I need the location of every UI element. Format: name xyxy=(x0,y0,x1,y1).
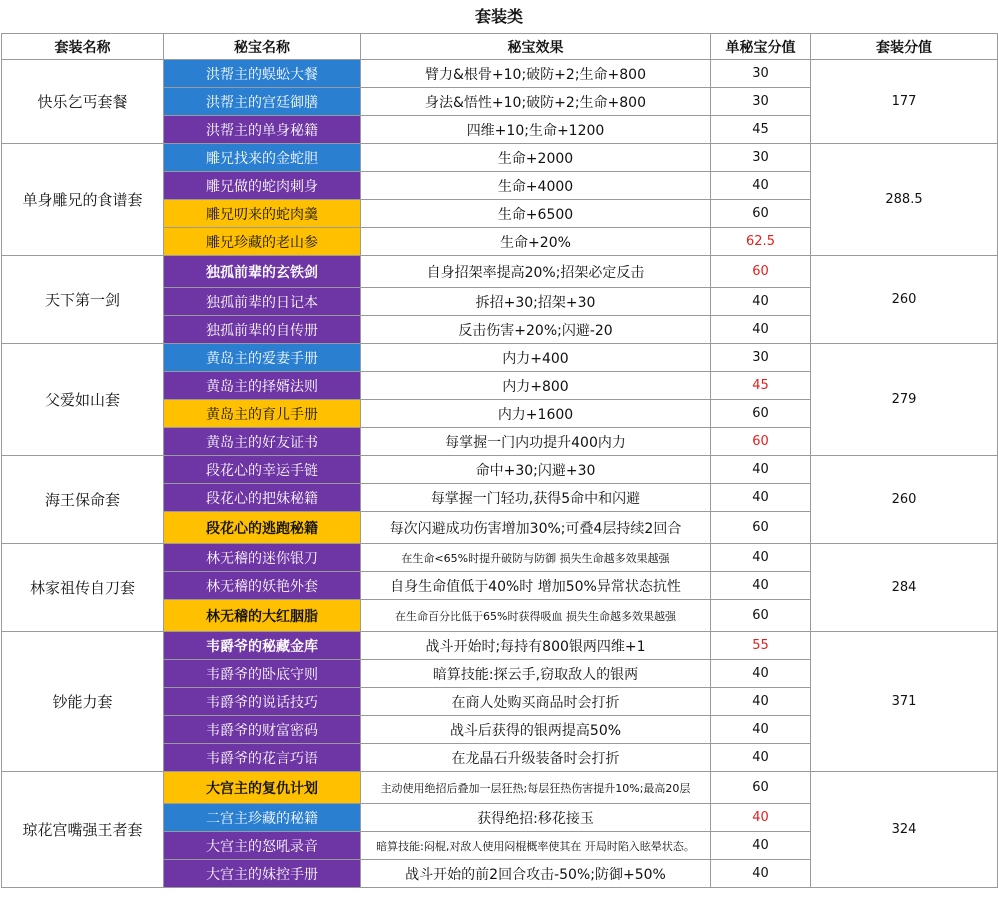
treasure-score-cell: 40 xyxy=(711,716,811,744)
treasure-name-cell: 林无稽的迷你银刀 xyxy=(164,544,361,572)
treasure-effect-cell: 四维+10;生命+1200 xyxy=(361,116,711,144)
treasure-score-cell: 40 xyxy=(711,860,811,888)
treasure-effect-cell: 内力+400 xyxy=(361,344,711,372)
treasure-name-cell: 林无稽的妖艳外套 xyxy=(164,572,361,600)
treasure-score-cell: 40 xyxy=(711,544,811,572)
treasure-effect-cell: 暗算技能:探云手,窃取敌人的银两 xyxy=(361,660,711,688)
treasure-name-cell: 洪帮主的单身秘籍 xyxy=(164,116,361,144)
treasure-score-cell: 40 xyxy=(711,316,811,344)
suit-score-cell: 260 xyxy=(811,456,998,544)
treasure-score-cell: 40 xyxy=(711,660,811,688)
treasure-effect-cell: 生命+20% xyxy=(361,228,711,256)
treasure-name-cell: 雕兄叨来的蛇肉羹 xyxy=(164,200,361,228)
treasure-effect-cell: 在龙晶石升级装备时会打折 xyxy=(361,744,711,772)
suit-table xyxy=(1,33,998,888)
table-row xyxy=(2,544,998,572)
suit-score-cell: 279 xyxy=(811,344,998,456)
treasure-score-cell: 40 xyxy=(711,288,811,316)
treasure-score-cell: 30 xyxy=(711,344,811,372)
treasure-name-cell: 林无稽的大红胭脂 xyxy=(164,600,361,632)
page-title: 套装类 xyxy=(474,7,523,26)
treasure-name-cell: 韦爵爷的秘藏金库 xyxy=(164,632,361,660)
table-row xyxy=(2,632,998,660)
table-row xyxy=(2,456,998,484)
treasure-score-cell: 40 xyxy=(711,804,811,832)
treasure-effect-cell: 生命+4000 xyxy=(361,172,711,200)
treasure-name-cell: 段花心的逃跑秘籍 xyxy=(164,512,361,544)
treasure-effect-cell: 每掌握一门内功提升400内力 xyxy=(361,428,711,456)
treasure-name-cell: 大宫主的怒吼录音 xyxy=(164,832,361,860)
table-row xyxy=(2,772,998,804)
table-row xyxy=(2,144,998,172)
treasure-score-cell: 55 xyxy=(711,632,811,660)
suit-name-cell: 父爱如山套 xyxy=(2,344,164,456)
treasure-score-cell: 60 xyxy=(711,400,811,428)
treasure-effect-cell: 在生命百分比低于65%时获得吸血 损失生命越多效果越强 xyxy=(361,600,711,632)
treasure-score-cell: 60 xyxy=(711,256,811,288)
treasure-name-cell: 黄岛主的育儿手册 xyxy=(164,400,361,428)
treasure-effect-cell: 生命+6500 xyxy=(361,200,711,228)
suit-score-cell: 284 xyxy=(811,544,998,632)
suit-name-cell: 钞能力套 xyxy=(2,632,164,772)
treasure-effect-cell: 生命+2000 xyxy=(361,144,711,172)
treasure-score-cell: 62.5 xyxy=(711,228,811,256)
suit-name-cell: 海王保命套 xyxy=(2,456,164,544)
suit-score-cell: 260 xyxy=(811,256,998,344)
suit-score-cell: 288.5 xyxy=(811,144,998,256)
treasure-effect-cell: 身法&悟性+10;破防+2;生命+800 xyxy=(361,88,711,116)
suit-name-cell: 快乐乞丐套餐 xyxy=(2,60,164,144)
treasure-name-cell: 二宫主珍藏的秘籍 xyxy=(164,804,361,832)
treasure-effect-cell: 反击伤害+20%;闪避-20 xyxy=(361,316,711,344)
treasure-score-cell: 40 xyxy=(711,572,811,600)
treasure-score-cell: 60 xyxy=(711,772,811,804)
treasure-score-cell: 60 xyxy=(711,600,811,632)
treasure-name-cell: 韦爵爷的花言巧语 xyxy=(164,744,361,772)
treasure-effect-cell: 自身生命值低于40%时 增加50%异常状态抗性 xyxy=(361,572,711,600)
treasure-score-cell: 40 xyxy=(711,172,811,200)
treasure-score-cell: 60 xyxy=(711,200,811,228)
treasure-effect-cell: 臂力&根骨+10;破防+2;生命+800 xyxy=(361,60,711,88)
header-suit-name: 套装名称 xyxy=(2,34,164,60)
treasure-effect-cell: 命中+30;闪避+30 xyxy=(361,456,711,484)
treasure-effect-cell: 获得绝招:移花接玉 xyxy=(361,804,711,832)
table-row xyxy=(2,344,998,372)
treasure-effect-cell: 战斗开始的前2回合攻击-50%;防御+50% xyxy=(361,860,711,888)
treasure-name-cell: 雕兄做的蛇肉刺身 xyxy=(164,172,361,200)
treasure-score-cell: 30 xyxy=(711,88,811,116)
suit-score-cell: 177 xyxy=(811,60,998,144)
treasure-name-cell: 韦爵爷的说话技巧 xyxy=(164,688,361,716)
treasure-score-cell: 60 xyxy=(711,512,811,544)
treasure-effect-cell: 内力+1600 xyxy=(361,400,711,428)
treasure-score-cell: 40 xyxy=(711,688,811,716)
treasure-effect-cell: 在生命<65%时提升破防与防御 损失生命越多效果越强 xyxy=(361,544,711,572)
treasure-effect-cell: 主动使用绝招后叠加一层狂热;每层狂热伤害提升10%;最高20层 xyxy=(361,772,711,804)
header-treasure-score: 单秘宝分值 xyxy=(711,34,811,60)
treasure-name-cell: 洪帮主的蜈蚣大餐 xyxy=(164,60,361,88)
treasure-name-cell: 段花心的幸运手链 xyxy=(164,456,361,484)
suit-score-cell: 324 xyxy=(811,772,998,888)
treasure-score-cell: 60 xyxy=(711,428,811,456)
treasure-effect-cell: 每次闪避成功伤害增加30%;可叠4层持续2回合 xyxy=(361,512,711,544)
treasure-score-cell: 30 xyxy=(711,144,811,172)
header-suit-score: 套装分值 xyxy=(811,34,998,60)
treasure-score-cell: 45 xyxy=(711,116,811,144)
treasure-score-cell: 40 xyxy=(711,484,811,512)
suit-score-cell: 371 xyxy=(811,632,998,772)
treasure-effect-cell: 每掌握一门轻功,获得5命中和闪避 xyxy=(361,484,711,512)
treasure-name-cell: 独孤前辈的日记本 xyxy=(164,288,361,316)
treasure-effect-cell: 战斗后获得的银两提高50% xyxy=(361,716,711,744)
header-row xyxy=(2,34,998,60)
treasure-name-cell: 黄岛主的好友证书 xyxy=(164,428,361,456)
suit-name-cell: 天下第一剑 xyxy=(2,256,164,344)
table-body xyxy=(2,60,998,888)
treasure-effect-cell: 自身招架率提高20%;招架必定反击 xyxy=(361,256,711,288)
suit-name-cell: 林家祖传自刀套 xyxy=(2,544,164,632)
treasure-effect-cell: 暗算技能:闷棍,对敌人使用闷棍概率使其在 开局时陷入眩晕状态。 xyxy=(361,832,711,860)
table-row xyxy=(2,256,998,288)
treasure-name-cell: 大宫主的复仇计划 xyxy=(164,772,361,804)
treasure-name-cell: 大宫主的妹控手册 xyxy=(164,860,361,888)
suit-name-cell: 琼花宫嘴强王者套 xyxy=(2,772,164,888)
table-row xyxy=(2,60,998,88)
treasure-score-cell: 40 xyxy=(711,832,811,860)
treasure-name-cell: 韦爵爷的财富密码 xyxy=(164,716,361,744)
treasure-name-cell: 段花心的把妹秘籍 xyxy=(164,484,361,512)
treasure-name-cell: 独孤前辈的玄铁剑 xyxy=(164,256,361,288)
treasure-score-cell: 40 xyxy=(711,456,811,484)
treasure-score-cell: 30 xyxy=(711,60,811,88)
header-treasure-effect: 秘宝效果 xyxy=(361,34,711,60)
treasure-name-cell: 雕兄找来的金蛇胆 xyxy=(164,144,361,172)
treasure-name-cell: 独孤前辈的自传册 xyxy=(164,316,361,344)
treasure-effect-cell: 在商人处购买商品时会打折 xyxy=(361,688,711,716)
treasure-effect-cell: 拆招+30;招架+30 xyxy=(361,288,711,316)
treasure-effect-cell: 战斗开始时;每持有800银两四维+1 xyxy=(361,632,711,660)
treasure-score-cell: 45 xyxy=(711,372,811,400)
treasure-name-cell: 韦爵爷的卧底守则 xyxy=(164,660,361,688)
treasure-score-cell: 40 xyxy=(711,744,811,772)
treasure-effect-cell: 内力+800 xyxy=(361,372,711,400)
header-treasure-name: 秘宝名称 xyxy=(164,34,361,60)
treasure-name-cell: 黄岛主的爱妻手册 xyxy=(164,344,361,372)
suit-name-cell: 单身雕兄的食谱套 xyxy=(2,144,164,256)
treasure-name-cell: 雕兄珍藏的老山参 xyxy=(164,228,361,256)
treasure-name-cell: 黄岛主的择婿法则 xyxy=(164,372,361,400)
treasure-name-cell: 洪帮主的宫廷御膳 xyxy=(164,88,361,116)
